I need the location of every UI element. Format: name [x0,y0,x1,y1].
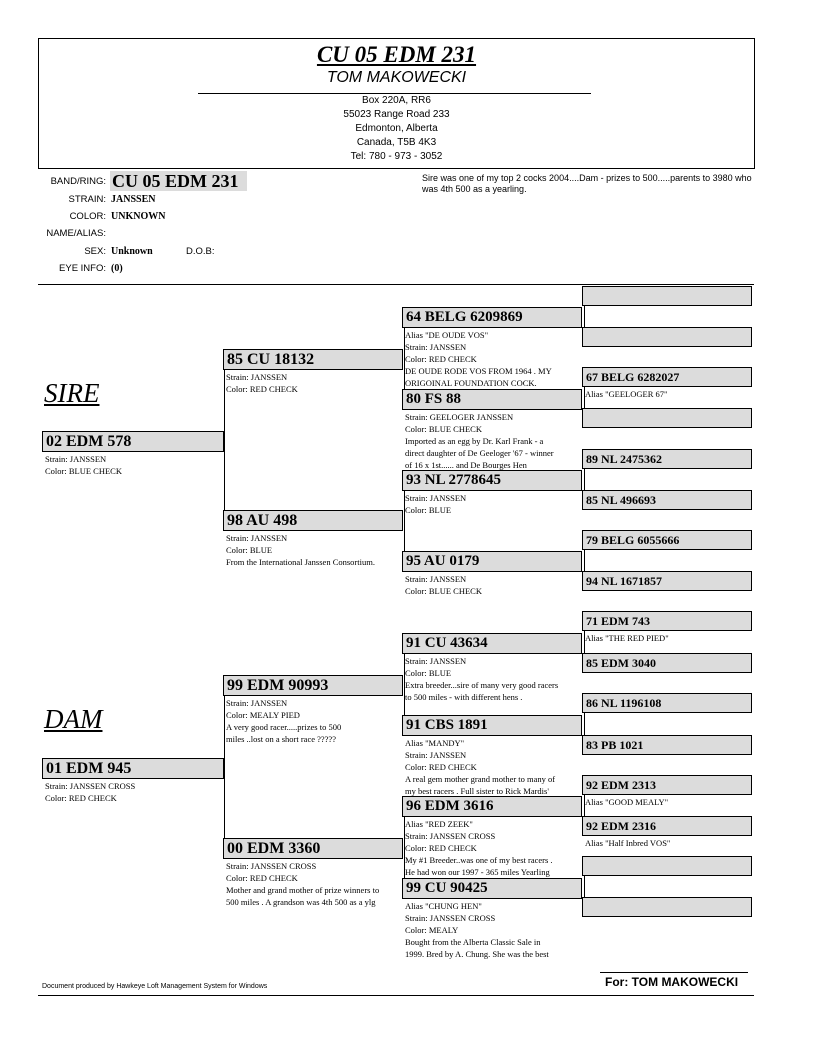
bird-detail-line: Strain: JANSSEN [405,493,467,503]
bird-detail-line: Color: RED CHECK [405,354,477,364]
bird-band-box: 67 BELG 6282027 [582,367,752,387]
bird-detail-line: Strain: JANSSEN [405,656,467,666]
connector-line [584,549,585,572]
bird-detail-line: Strain: JANSSEN [405,342,467,352]
footer-divider [38,995,754,996]
notes-text: Sire was one of my top 2 cocks 2004....Dam - prizes to 500.....parents to 3980 who was 4th 500 as a yearling. [422,173,752,194]
bird-detail-line: Color: MEALY [405,925,459,935]
color-label: COLOR: [69,211,106,222]
color-value: UNKNOWN [111,211,166,222]
bird-detail-line: Color: BLUE CHECK [405,586,482,596]
bird-detail-line: Color: BLUE CHECK [45,466,122,476]
bird-band-box: 92 EDM 2313 [582,775,752,795]
bird-detail-line: 1999. Bred by A. Chung. She was the best [405,949,549,959]
connector-line [224,369,225,511]
bird-band-box: 71 EDM 743 [582,611,752,631]
bird-detail-line: Alias "RED ZEEK" [405,819,473,829]
bird-band-box: 89 NL 2475362 [582,449,752,469]
bird-detail-line: Color: BLUE [226,545,273,555]
bird-band-box: 00 EDM 3360 [223,838,403,859]
bird-detail-line: Strain: JANSSEN [45,454,107,464]
bird-band-box: 79 BELG 6055666 [582,530,752,550]
connector-line [224,695,225,839]
bird-detail-line: Color: BLUE CHECK [405,424,482,434]
bird-band-box [582,408,752,428]
bird-band-box: 02 EDM 578 [42,431,224,452]
address-line: 55023 Range Road 233 [343,109,450,120]
bird-detail-line: miles ..lost on a short race ????? [226,734,336,744]
bird-detail-line: Color: MEALY PIED [226,710,300,720]
bird-detail-line: A very good racer.....prizes to 500 [226,722,342,732]
bird-detail-line: Strain: JANSSEN [405,750,467,760]
bird-detail-line: Strain: JANSSEN CROSS [45,781,136,791]
bird-detail-line: He had won our 1997 - 365 miles Yearling [405,867,550,877]
bird-detail-line: Imported as an egg by Dr. Karl Frank - a [405,436,544,446]
bird-detail-line: DE OUDE RODE VOS FROM 1964 . MY [405,366,552,376]
connector-line [404,327,405,390]
bird-detail-line: Color: BLUE [405,668,452,678]
bird-band-box [582,856,752,876]
bird-detail-line: Strain: JANSSEN [226,533,288,543]
bird-band-box: 85 CU 18132 [223,349,403,370]
bird-detail-line: Alias "THE RED PIED" [585,633,669,643]
address-line: Edmonton, Alberta [355,123,438,134]
strain-label: STRAIN: [68,194,106,205]
bird-band-box: 99 CU 90425 [402,878,582,899]
bird-detail-line: Alias "GEELOGER 67" [585,389,668,399]
bird-detail-line: Color: BLUE [405,505,452,515]
connector-line [404,653,405,716]
eye-value: (0) [111,263,123,274]
bird-detail-line: Color: RED CHECK [45,793,117,803]
connector-line [584,468,585,491]
bird-detail-line: Bought from the Alberta Classic Sale in [405,937,541,947]
bird-detail-line: Alias "Half Inbred VOS" [585,838,671,848]
connector-line [404,490,405,552]
bird-detail-line: Color: RED CHECK [405,762,477,772]
signature-line [600,972,748,973]
bird-band-box: 86 NL 1196108 [582,693,752,713]
bird-band-box: 91 CU 43634 [402,633,582,654]
bird-detail-line: my best racers . Full sister to Rick Mardis' [405,786,549,796]
bird-band-box: 85 NL 496693 [582,490,752,510]
bird-detail-line: ORIGOINAL FOUNDATION COCK. [405,378,537,388]
bird-detail-line: Alias "DE OUDE VOS" [405,330,489,340]
bird-band-box: 98 AU 498 [223,510,403,531]
bird-detail-line: direct daughter of De Geeloger '67 - winner [405,448,554,458]
bird-detail-line: Alias "MANDY" [405,738,465,748]
band-value: CU 05 EDM 231 [110,171,247,191]
alias-label: NAME/ALIAS: [46,228,106,239]
dob-label: D.O.B: [186,246,215,257]
sex-value: Unknown [111,246,153,257]
bird-band-box: 99 EDM 90993 [223,675,403,696]
produced-by: Document produced by Hawkeye Loft Management System for Windows [42,983,268,990]
eye-label: EYE INFO: [59,263,106,274]
address-line: Tel: 780 - 973 - 3052 [350,151,443,162]
connector-line [584,305,585,328]
strain-value: JANSSEN [111,194,156,205]
bird-band-box: 83 PB 1021 [582,735,752,755]
bird-detail-line: Strain: JANSSEN CROSS [405,831,496,841]
bird-band-box: 85 EDM 3040 [582,653,752,673]
bird-band-box: 80 FS 88 [402,389,582,410]
bird-band-box: 64 BELG 6209869 [402,307,582,328]
bird-detail-line: Color: RED CHECK [226,384,298,394]
bird-detail-line: Color: RED CHECK [226,873,298,883]
bird-detail-line: of 16 x 1st...... and De Bourges Hen [405,460,527,470]
bird-detail-line: to 500 miles - with different hens . [405,692,523,702]
bird-band-box [582,327,752,347]
sex-label: SEX: [84,246,106,257]
bird-detail-line: Strain: JANSSEN [405,574,467,584]
bird-band-box: 95 AU 0179 [402,551,582,572]
header-box [38,38,755,169]
bird-detail-line: My #1 Breeder..was one of my best racers . [405,855,553,865]
pedigree-title: CU 05 EDM 231 [316,42,477,67]
divider [38,284,754,285]
bird-band-box [582,286,752,306]
connector-line [584,386,585,409]
connector-line [404,816,405,879]
connector-line [584,794,585,817]
sire-heading: SIRE [44,378,100,408]
dam-heading: DAM [44,704,103,734]
bird-detail-line: Color: RED CHECK [405,843,477,853]
bird-detail-line: Alias "CHUNG HEN" [405,901,482,911]
bird-detail-line: Strain: JANSSEN [226,372,288,382]
connector-line [584,875,585,898]
bird-band-box: 96 EDM 3616 [402,796,582,817]
bird-band-box: 91 CBS 1891 [402,715,582,736]
bird-band-box: 94 NL 1671857 [582,571,752,591]
bird-detail-line: Strain: GEELOGER JANSSEN [405,412,514,422]
bird-detail-line: From the International Janssen Consortium. [226,557,375,567]
bird-detail-line: 500 miles . A grandson was 4th 500 as a ylg [226,897,376,907]
bird-band-box: 93 NL 2778645 [402,470,582,491]
bird-detail-line: Extra breeder...sire of many very good racers [405,680,559,690]
bird-band-box [582,897,752,917]
address-line: Canada, T5B 4K3 [356,137,437,148]
address-line: Box 220A, RR6 [362,95,431,106]
bird-detail-line: Alias "GOOD MEALY" [585,797,669,807]
connector-line [584,712,585,736]
connector-line [584,630,585,654]
header-divider [198,93,591,94]
bird-detail-line: Strain: JANSSEN CROSS [405,913,496,923]
for-owner: For: TOM MAKOWECKI [605,975,739,989]
band-label: BAND/RING: [50,176,106,187]
bird-detail-line: Strain: JANSSEN [226,698,288,708]
bird-detail-line: Strain: JANSSEN CROSS [226,861,317,871]
bird-detail-line: Mother and grand mother of prize winners to [226,885,380,895]
bird-detail-line: A real gem mother grand mother to many of [405,774,556,784]
bird-band-box: 01 EDM 945 [42,758,224,779]
owner-name: TOM MAKOWECKI [326,69,467,86]
bird-band-box: 92 EDM 2316 [582,816,752,836]
